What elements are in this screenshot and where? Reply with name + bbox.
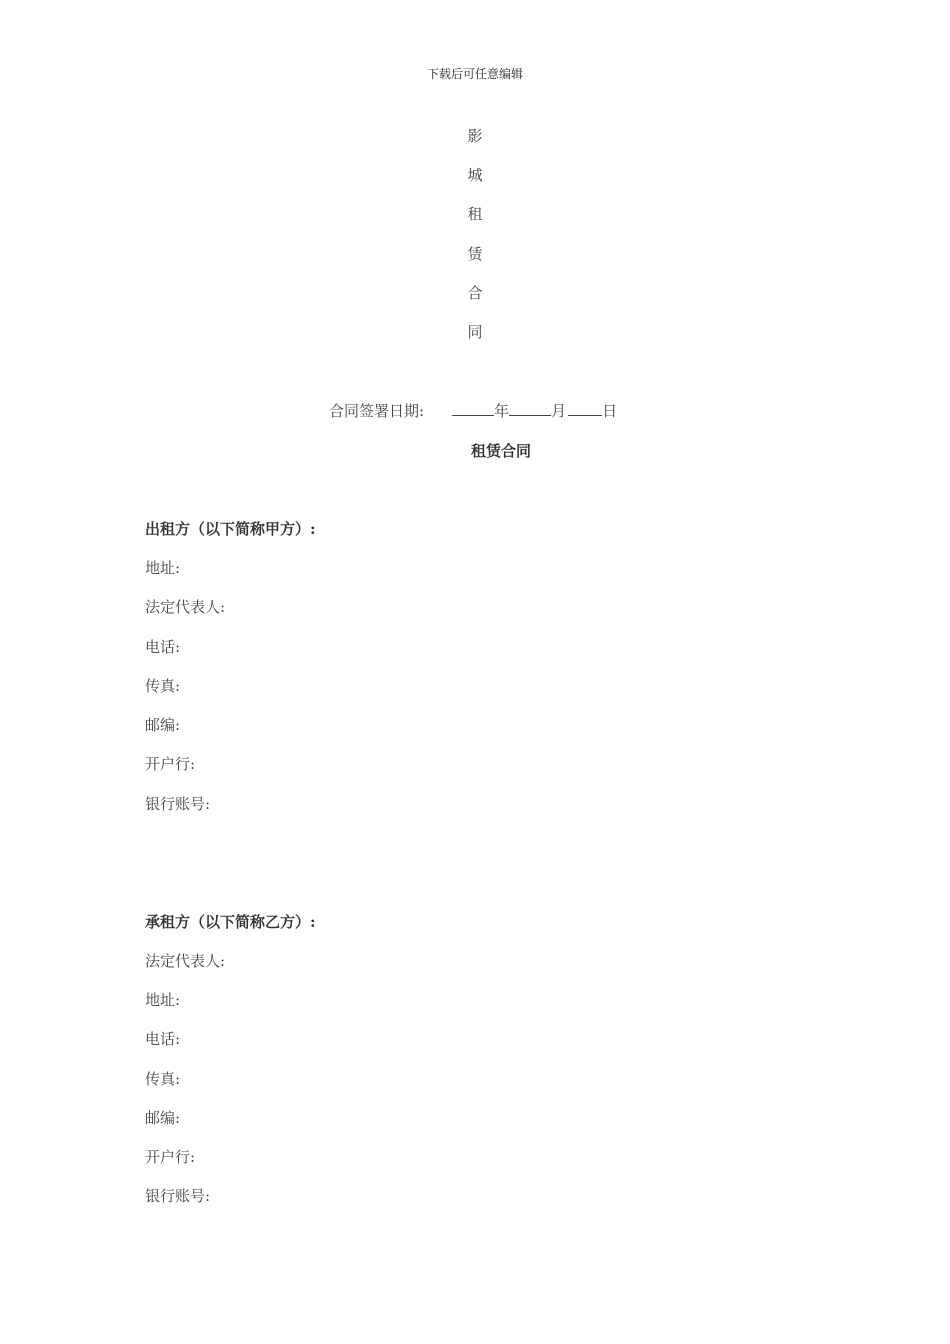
lessor-field-phone: 电话:: [145, 638, 181, 656]
lessor-field-account: 银行账号:: [145, 795, 211, 813]
lessor-field-fax: 传真:: [145, 677, 181, 695]
title-char: 城: [467, 166, 483, 184]
year-label: 年: [494, 402, 510, 420]
lessee-field-bank: 开户行:: [145, 1148, 196, 1166]
lessor-field-postcode: 邮编:: [145, 716, 181, 734]
month-blank[interactable]: [509, 400, 551, 416]
signing-date-line: [329, 400, 617, 422]
contract-heading: 租赁合同: [471, 442, 532, 460]
title-char: 影: [467, 127, 483, 145]
lessee-field-fax: 传真:: [145, 1070, 181, 1088]
title-char: 合: [467, 284, 483, 302]
lessor-field-legal-rep: 法定代表人:: [145, 598, 226, 616]
year-blank[interactable]: [452, 400, 494, 416]
lessee-field-postcode: 邮编:: [145, 1109, 181, 1127]
lessor-field-bank: 开户行:: [145, 755, 196, 773]
lessor-field-address: 地址:: [145, 559, 181, 577]
month-label: 月: [551, 402, 567, 420]
lessee-field-phone: 电话:: [145, 1030, 181, 1048]
signing-date-label: 合同签署日期:: [329, 402, 425, 420]
lessee-title: 承租方（以下简称乙方）:: [145, 913, 316, 931]
lessee-field-address: 地址:: [145, 991, 181, 1009]
day-label: 日: [602, 402, 618, 420]
lessee-field-legal-rep: 法定代表人:: [145, 952, 226, 970]
header-note: 下载后可任意编辑: [426, 67, 523, 81]
lessor-title: 出租方（以下简称甲方）:: [145, 520, 316, 538]
title-char: 同: [467, 323, 483, 341]
lessee-field-account: 银行账号:: [145, 1187, 211, 1205]
day-blank[interactable]: [568, 400, 602, 416]
title-char: 租: [467, 205, 483, 223]
title-char: 赁: [467, 245, 483, 263]
